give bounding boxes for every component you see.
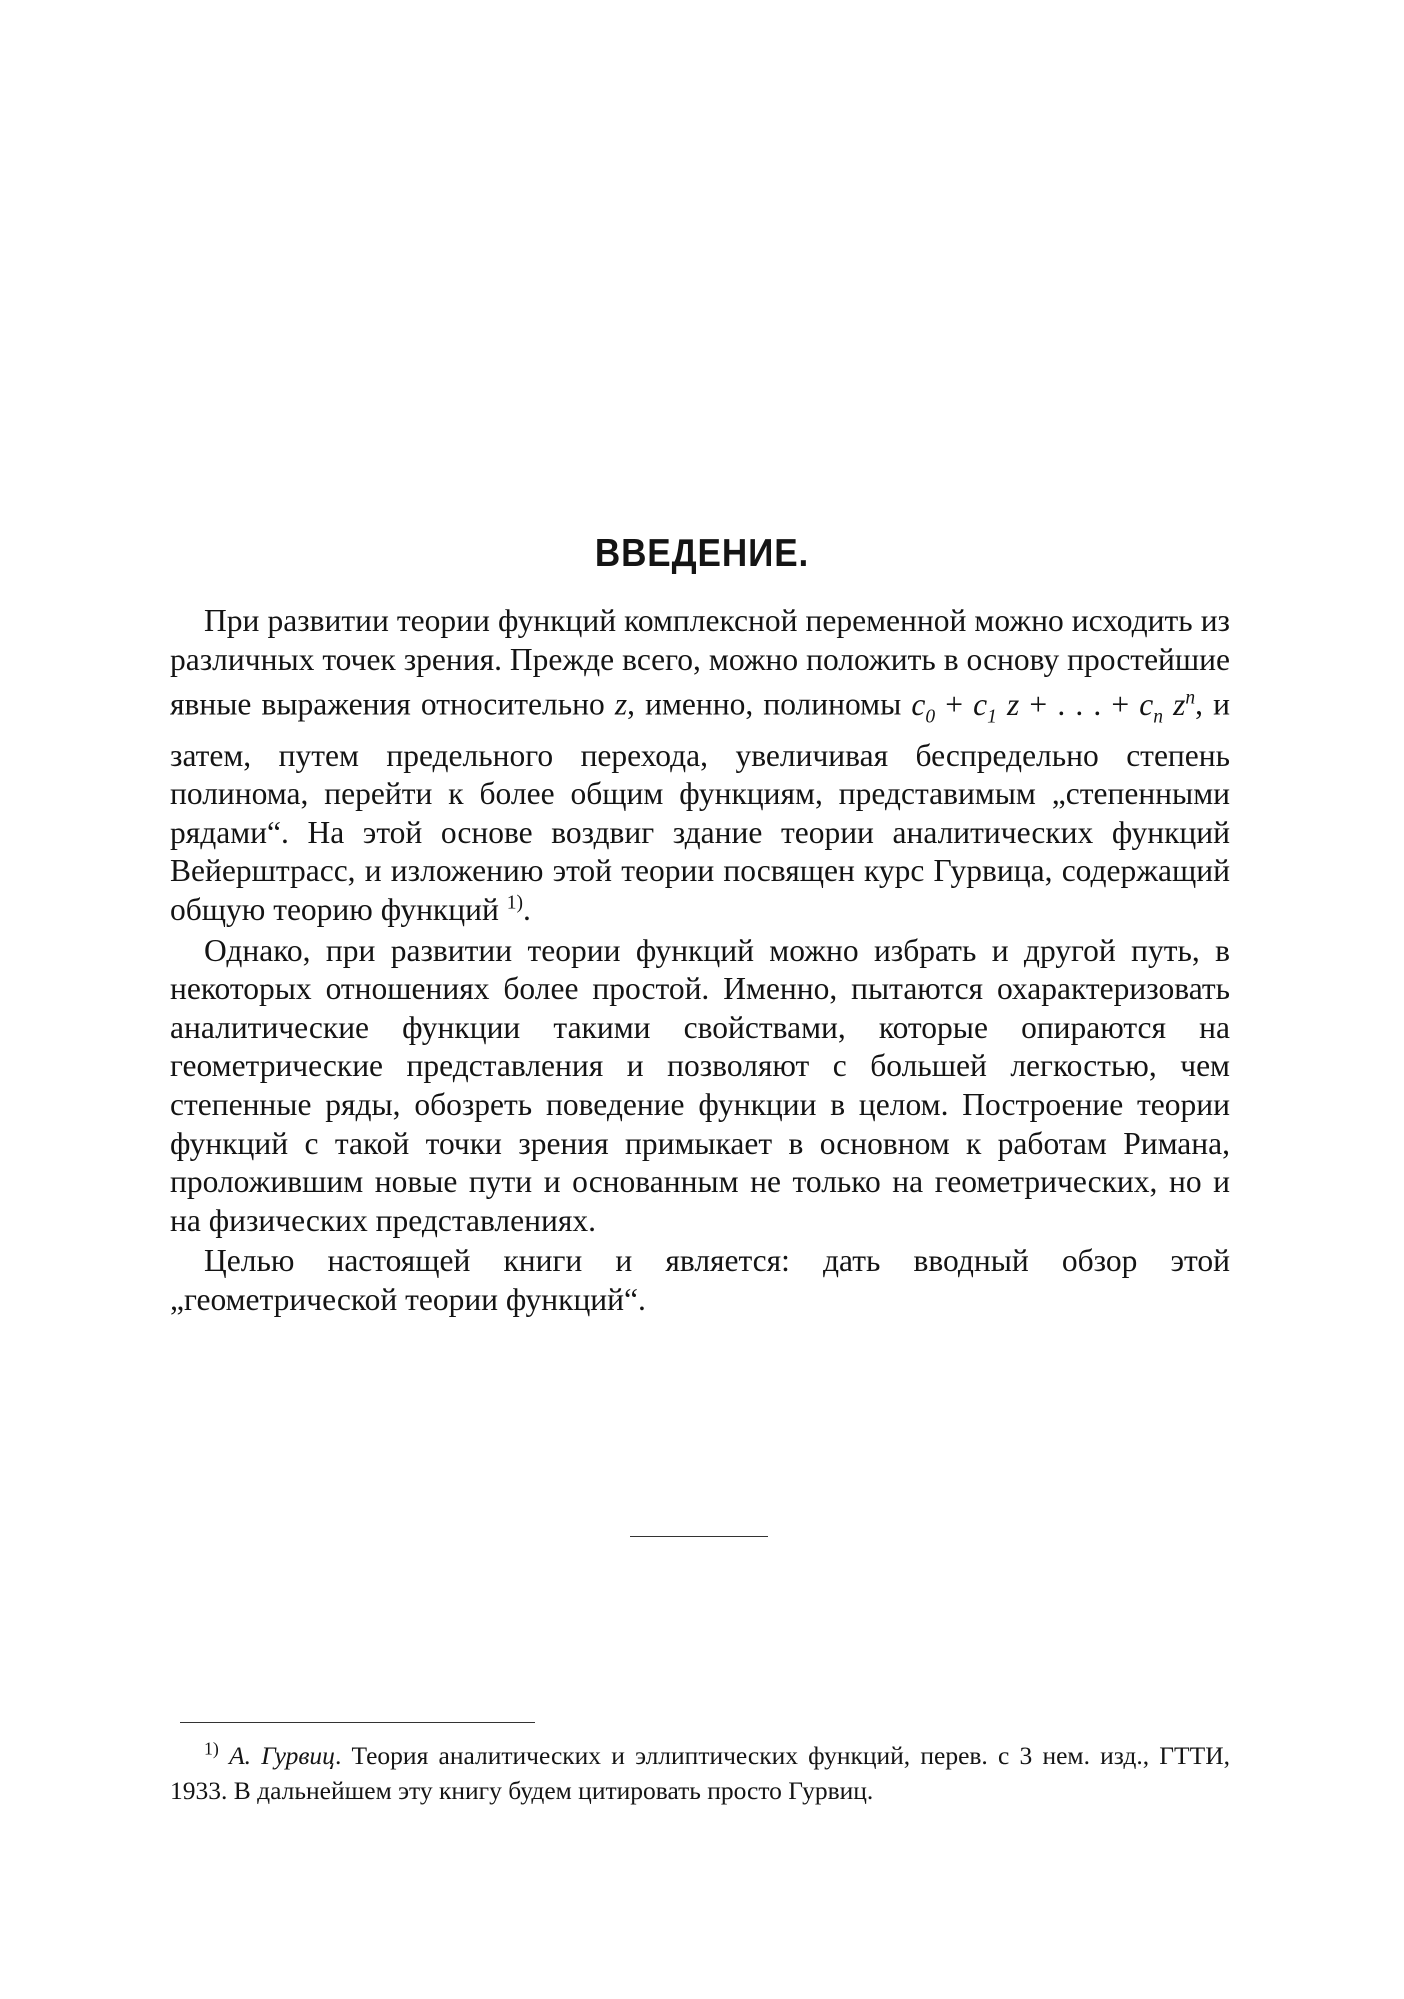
main-text	[170, 602, 1230, 1319]
paragraph-3: Целью настоящей книги и является: дать вводный обзор этой „геометрической теории функций“.	[170, 1243, 1230, 1317]
paragraph-1	[170, 602, 1230, 930]
footnote-divider	[180, 1722, 535, 1723]
footnote-text: . Теория аналитических и эллиптических функций, перев. с 3 нем. изд., ГТТИ, 1933. В дальнейшем эту книгу будем цитировать просто Гурвиц.	[170, 1741, 1230, 1805]
paragraph-2: Однако, при развитии теории функций можно избрать и другой путь, в некоторых отношениях более простой. Именно, пытаются охарактеризовать аналитические функции такими свойствами, которые опираются на геометрические представления и позволяют с большей легкостью, чем степенные ряды, обозреть поведение функции в целом. Построение теории функций с такой точки зрения примыкает в основном к работам Римана, проложившим новые пути и основанным не только на геометрических, но и на физических представлениях.	[170, 932, 1230, 1238]
paragraph-1-end: .	[522, 891, 531, 927]
paragraph-1-text-a: При развитии теории функций комплексной переменной можно исходить из различных точек зрения. Прежде всего, можно положить в основу простейшие явные выражения относительно	[170, 603, 1230, 722]
polynomial-formula: $c_0 + c_1$ z + . . . + $c_n$ $z^n$	[911, 686, 1196, 727]
paragraph-1-text-c: , и затем, путем предельного перехода, увеличивая беспредельно степень полинома, перейти к более общим функциям, представимым „степенными рядами“. На этой основе воздвиг здание теории аналитических функций Вейерштрасс, и изложению этой теории посвящен курс Гурвица, содержащий общую теорию функций	[170, 686, 1231, 927]
footnote	[170, 1738, 1230, 1808]
footnote-mark: 1)	[204, 1738, 219, 1759]
paragraph-1-text-b: , именно, полиномы	[627, 686, 912, 722]
page-title: ВВЕДЕНИЕ.	[594, 532, 810, 575]
footnote-reference: 1)	[506, 892, 523, 914]
footnote-author: А. Гурвиц	[229, 1741, 335, 1770]
variable-z: z	[614, 686, 628, 722]
section-end-divider	[630, 1536, 768, 1537]
